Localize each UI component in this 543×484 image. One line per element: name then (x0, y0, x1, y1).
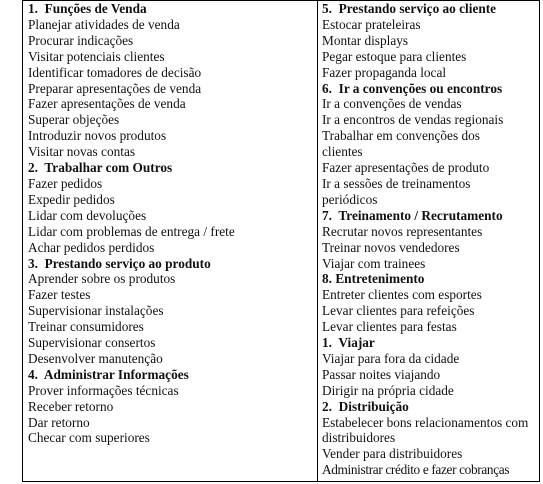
section-number: 1. (28, 1, 38, 16)
list-item: Receber retorno (28, 398, 114, 414)
list-item: Estabelecer bons relacionamentos com distribuidores (322, 414, 529, 446)
list-item: Levar clientes para festas (322, 319, 457, 335)
section-trabalhar (28, 160, 317, 255)
list-item: Dar retorno (28, 414, 90, 430)
section-servico-produto (28, 256, 317, 367)
list-item: Passar noites viajando (322, 366, 441, 382)
section-informacoes (28, 367, 317, 447)
list-item: Lidar com devoluções (28, 207, 147, 223)
section-number: 5. (322, 1, 332, 16)
list-item: Trabalhar em convenções dos clientes (322, 128, 480, 160)
list-item: Visitar potenciais clientes (28, 48, 165, 64)
list-item: Lidar com problemas de entrega / frete (28, 223, 235, 239)
section-heading (28, 367, 317, 383)
list-item: Administrar crédito e fazer cobranças (322, 462, 510, 478)
section-title: Viajar (338, 335, 375, 351)
list-item: Treinar novos vendedores (322, 239, 460, 255)
section-title: Prestando serviço ao cliente (338, 1, 497, 16)
list-item: Checar com superiores (28, 430, 150, 446)
list-item: Ir a sessões de treinamentos periódicos (322, 175, 471, 207)
section-title: Treinamento / Recrutamento (338, 207, 503, 223)
list-item: Fazer propaganda local (322, 64, 447, 80)
list-item: Treinar consumidores (28, 319, 144, 335)
list-item: Levar clientes para refeições (322, 303, 475, 319)
list-item: Viajar para fora da cidade (322, 350, 460, 366)
list-item: Viajar com trainees (322, 255, 426, 271)
section-number: 2. (322, 398, 332, 414)
section-heading (322, 271, 540, 287)
section-title: Distribuição (338, 398, 409, 414)
list-item: Ir a encontros de vendas regionais (322, 112, 504, 128)
section-heading (322, 399, 540, 415)
section-title: Entretenimento (335, 271, 425, 287)
section-heading (322, 335, 540, 351)
list-item: Visitar novas contas (28, 144, 136, 160)
list-item: Montar displays (322, 32, 409, 48)
list-item: Aprender sobre os produtos (28, 271, 176, 287)
list-item: Ir a convenções de vendas (322, 96, 462, 112)
list-item: Procurar indicações (28, 32, 134, 48)
section-vendas (28, 1, 317, 160)
section-number: 3. (28, 255, 38, 271)
sales-functions-table (22, 0, 540, 482)
list-item: Planejar atividades de venda (28, 16, 180, 32)
list-item: Introduzir novos produtos (28, 128, 167, 144)
section-viajar (322, 335, 540, 399)
list-item: Expedir pedidos (28, 191, 115, 207)
list-item: Identificar tomadores de decisão (28, 64, 202, 80)
section-number: 1. (322, 335, 332, 351)
list-item: Superar objeções (28, 112, 120, 128)
section-number: 8. (322, 271, 332, 287)
section-number: 7. (322, 207, 332, 223)
section-heading (322, 81, 540, 97)
list-item: Dirigir na própria cidade (322, 382, 454, 398)
section-number: 4. (28, 366, 38, 382)
section-title: Administrar Informações (43, 366, 189, 382)
list-item: Fazer apresentações de venda (28, 96, 186, 112)
list-item: Achar pedidos perdidos (28, 239, 155, 255)
list-item: Vender para distribuidores (322, 446, 463, 462)
section-servico-cliente (322, 1, 540, 81)
list-item: Recrutar novos representantes (322, 223, 483, 239)
section-heading (28, 160, 317, 176)
left-column (22, 0, 317, 482)
list-item: Estocar prateleiras (322, 16, 421, 32)
list-item: Desenvolver manutenção (28, 350, 163, 366)
section-title: Trabalhar com Outros (44, 160, 173, 176)
section-title: Prestando serviço ao produto (44, 255, 211, 271)
list-item: Supervisionar consertos (28, 335, 156, 351)
section-heading (322, 1, 540, 17)
list-item: Supervisionar instalações (28, 303, 164, 319)
list-item: Fazer pedidos (28, 175, 103, 191)
list-item: Entreter clientes com esportes (322, 287, 482, 303)
list-item: Fazer testes (28, 287, 91, 303)
section-heading (28, 1, 317, 17)
section-convencoes (322, 81, 540, 208)
section-entretenimento (322, 271, 540, 335)
section-title: Ir a convenções ou encontros (338, 80, 503, 96)
list-item: Prover informações técnicas (28, 382, 179, 398)
list-item: Pegar estoque para clientes (322, 48, 467, 64)
section-distribuicao (322, 399, 540, 479)
section-treinamento (322, 208, 540, 272)
section-heading (322, 208, 540, 224)
list-item: Preparar apresentações de venda (28, 80, 202, 96)
section-number: 6. (322, 80, 332, 96)
section-heading (28, 256, 317, 272)
right-column (317, 0, 540, 482)
section-title: Funções de Venda (44, 1, 147, 16)
list-item: Fazer apresentações de produto (322, 160, 490, 176)
section-number: 2. (28, 160, 38, 176)
